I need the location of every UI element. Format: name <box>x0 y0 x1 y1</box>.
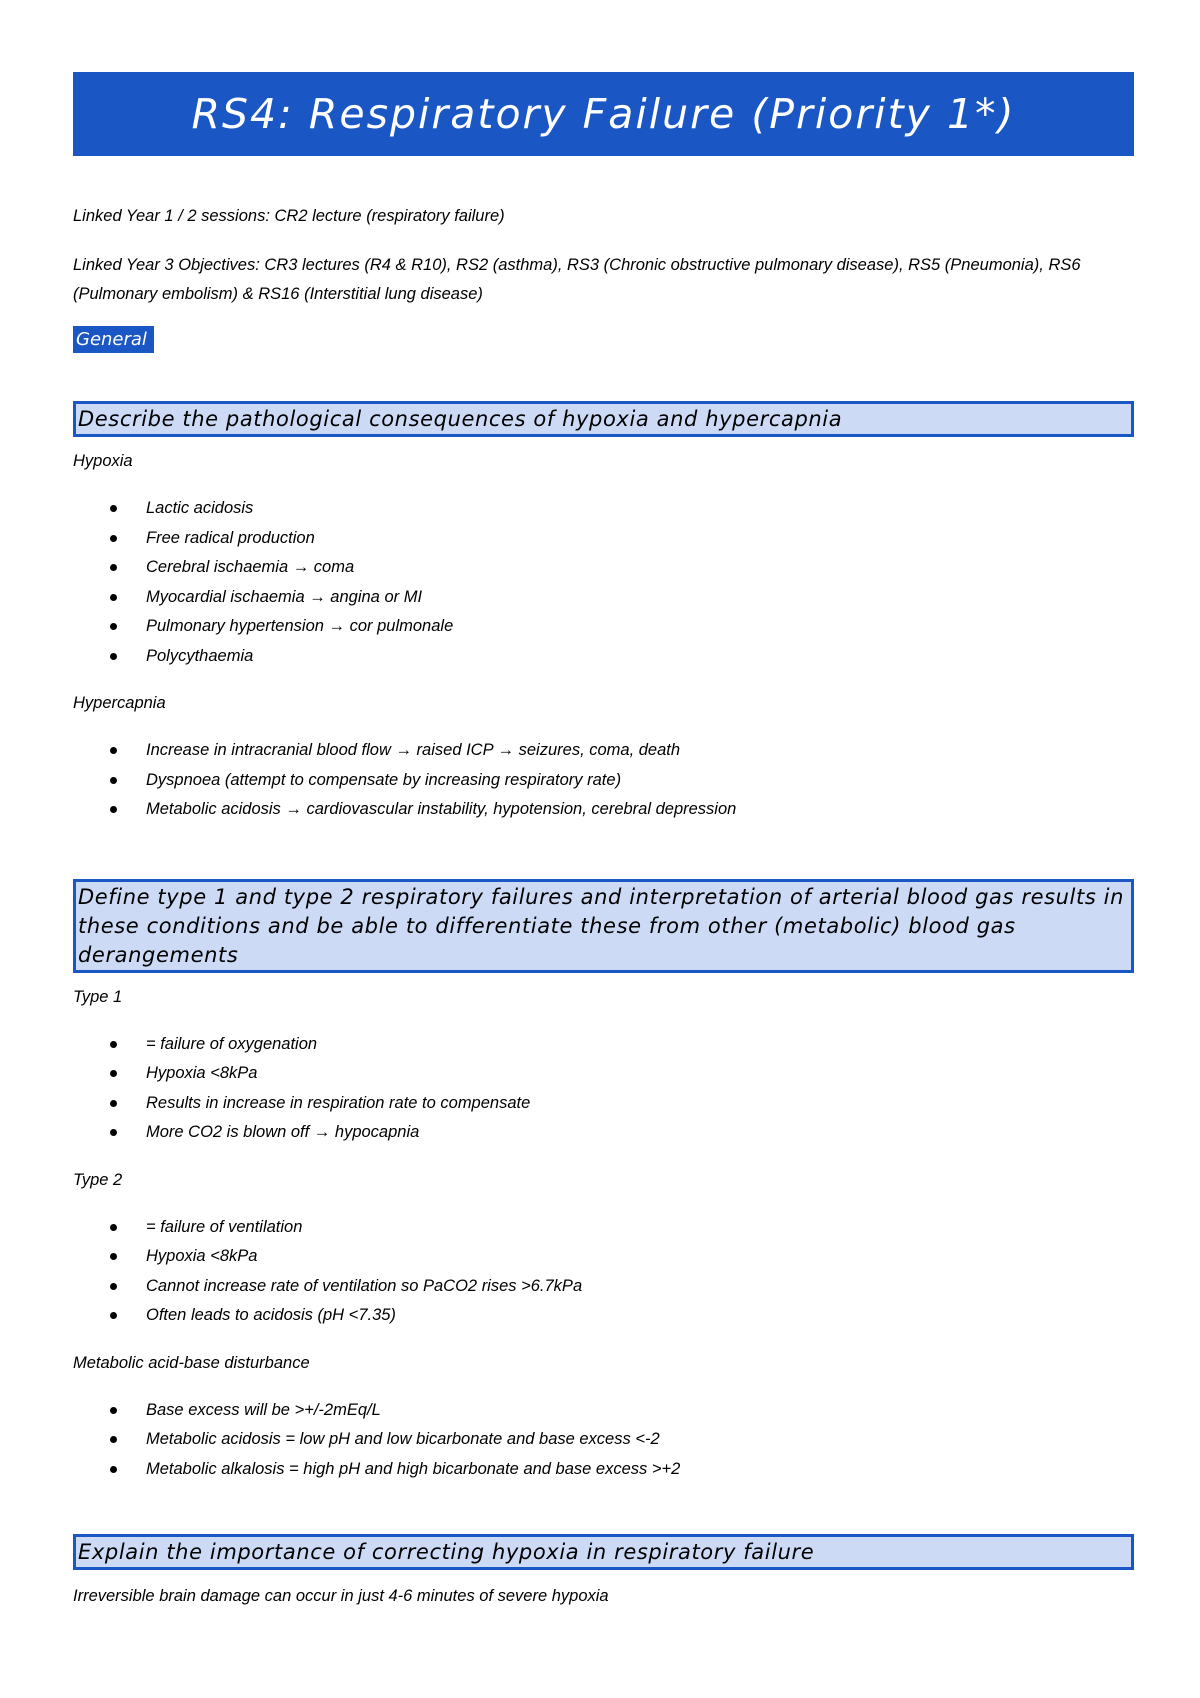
list-item-text: = failure of oxygenation <box>146 1034 318 1053</box>
list-item-text: Myocardial ischaemia → angina or MI <box>146 587 423 606</box>
linked-year-1-2: Linked Year 1 / 2 sessions: CR2 lecture (respiratory failure) <box>73 207 505 225</box>
list-item <box>73 1030 1134 1060</box>
section-tag-general: General <box>73 326 154 353</box>
group-label: Type 2 <box>73 1170 123 1189</box>
bullet-list <box>73 1213 1134 1331</box>
bullet-icon <box>110 1436 117 1443</box>
group-label: Hypoxia <box>73 452 133 470</box>
list-item <box>73 1272 1134 1302</box>
list-item-text: Metabolic acidosis → cardiovascular instability, hypotension, cerebral depression <box>146 800 737 818</box>
list-item <box>73 1118 1134 1148</box>
bullet-icon <box>110 535 117 542</box>
page-title: RS4: Respiratory Failure (Priority 1*) <box>191 90 1016 138</box>
bullet-list <box>73 736 1134 825</box>
bullet-icon <box>110 1312 117 1319</box>
list-item <box>73 1089 1134 1119</box>
list-item <box>73 1242 1134 1272</box>
list-item-text: Pulmonary hypertension → cor pulmonale <box>146 617 454 635</box>
group-label: Metabolic acid-base disturbance <box>73 1353 310 1372</box>
list-item-text: Lactic acidosis <box>146 499 254 517</box>
list-item <box>73 736 1134 766</box>
bullet-icon <box>110 1224 117 1231</box>
list-item <box>73 1425 1134 1455</box>
bullet-icon <box>110 594 117 601</box>
list-item-text: Dyspnoea (attempt to compensate by increasing respiratory rate) <box>146 770 622 789</box>
list-item <box>73 1396 1134 1426</box>
list-item-text: Base excess will be >+/-2mEq/L <box>146 1400 381 1419</box>
bullet-list <box>73 1030 1134 1148</box>
bullet-list <box>73 494 1134 671</box>
list-item-text: = failure of ventilation <box>146 1217 303 1236</box>
bullet-icon <box>110 1253 117 1260</box>
bullet-icon <box>110 653 117 660</box>
bullet-icon <box>110 1070 117 1077</box>
list-item <box>73 612 1134 642</box>
list-item-text: Increase in intracranial blood flow → raised ICP → seizures, coma, death <box>146 741 681 759</box>
bullet-icon <box>110 1407 117 1414</box>
bullet-icon <box>110 1100 117 1107</box>
list-item-text: Hypoxia <8kPa <box>146 1064 258 1082</box>
list-item-text: Metabolic acidosis = low pH and low bicarbonate and base excess <-2 <box>146 1430 660 1448</box>
title-banner <box>73 72 1134 156</box>
list-item-text: Cerebral ischaemia → coma <box>146 558 355 576</box>
group-label: Hypercapnia <box>73 694 166 712</box>
list-item-text: Free radical production <box>146 528 315 547</box>
bullet-icon <box>110 1041 117 1048</box>
list-item <box>73 494 1134 524</box>
list-item <box>73 766 1134 796</box>
list-item-text: Metabolic alkalosis = high pH and high bicarbonate and base excess >+2 <box>146 1459 681 1478</box>
list-item-text: Polycythaemia <box>146 646 254 665</box>
list-item <box>73 642 1134 672</box>
list-item-text: More CO2 is blown off → hypocapnia <box>146 1123 420 1141</box>
objective-heading: Explain the importance of correcting hypoxia in respiratory failure <box>73 1534 1134 1570</box>
bullet-icon <box>110 564 117 571</box>
bullet-icon <box>110 747 117 754</box>
list-item <box>73 795 1134 825</box>
list-item <box>73 1301 1134 1331</box>
objective-heading: Define type 1 and type 2 respiratory failures and interpretation of arterial blood gas results in these conditions and be able to differentiate these from other (metabolic) blood gas derangements <box>73 879 1134 973</box>
bullet-icon <box>110 623 117 630</box>
list-item-text: Often leads to acidosis (pH <7.35) <box>146 1306 396 1324</box>
list-item-text: Hypoxia <8kPa <box>146 1247 258 1265</box>
objective-heading: Describe the pathological consequences of hypoxia and hypercapnia <box>73 401 1134 437</box>
list-item-text: Cannot increase rate of ventilation so PaCO2 rises >6.7kPa <box>146 1276 583 1295</box>
list-item <box>73 583 1134 613</box>
list-item <box>73 524 1134 554</box>
list-item <box>73 1213 1134 1243</box>
list-item <box>73 1455 1134 1485</box>
group-label: Type 1 <box>73 987 123 1006</box>
list-item <box>73 553 1134 583</box>
bullet-list <box>73 1396 1134 1485</box>
bullet-icon <box>110 1283 117 1290</box>
objective-text: Irreversible brain damage can occur in just 4-6 minutes of severe hypoxia <box>73 1587 609 1605</box>
bullet-icon <box>110 777 117 784</box>
bullet-icon <box>110 806 117 813</box>
bullet-icon <box>110 505 117 512</box>
document-page <box>73 72 1134 1628</box>
bullet-icon <box>110 1466 117 1473</box>
list-item-text: Results in increase in respiration rate to compensate <box>146 1093 531 1112</box>
bullet-icon <box>110 1129 117 1136</box>
list-item <box>73 1059 1134 1089</box>
linked-year-3: Linked Year 3 Objectives: CR3 lectures (R4 & R10), RS2 (asthma), RS3 (Chronic obstructive pulmonary disease), RS5 (Pneumonia), RS6 (Pulmonary embolism) & RS16 (Interstitial lung disease) <box>73 256 1081 303</box>
